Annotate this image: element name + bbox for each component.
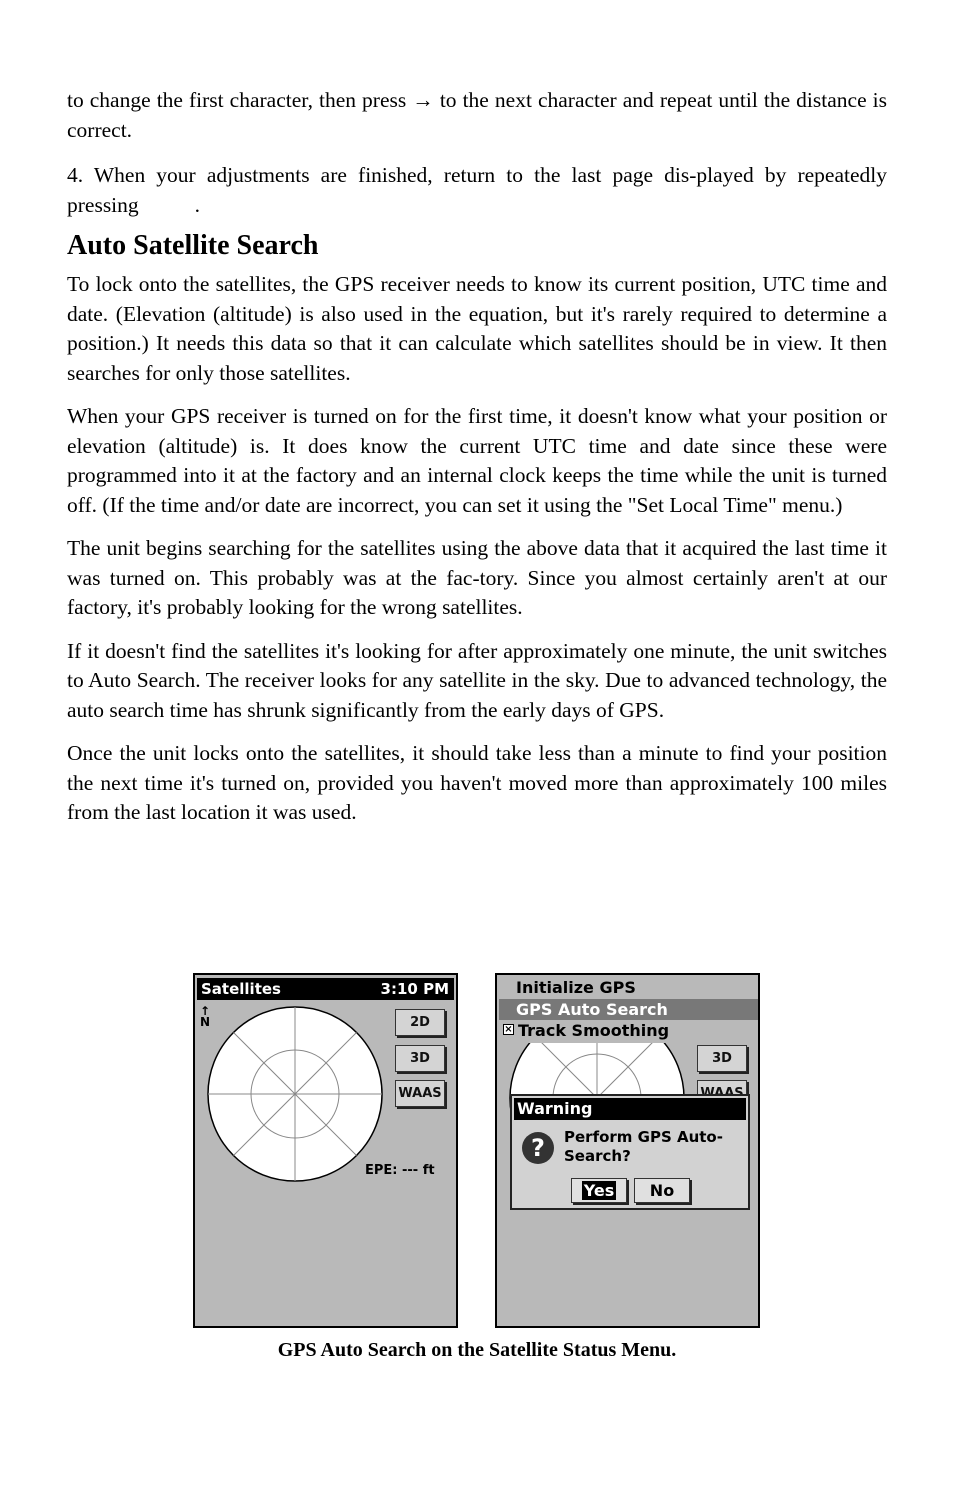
- figure-caption: GPS Auto Search on the Satellite Status Menu.: [277, 1339, 677, 1361]
- dialog-title: Warning: [514, 1098, 746, 1120]
- satellites-title-bar: [197, 978, 454, 1000]
- menu-item-label: GPS Auto Search: [516, 1000, 668, 1019]
- paragraph-2: [67, 161, 887, 220]
- paragraph-4: When your GPS receiver is turned on for the first time, it doesn't know what your position or elevation (altitude) is. It does know the current UTC time and date since these were programmed into it at the factory and an internal clock keeps the time while the unit is turned off. (If the time and/or date are incorrect, you can set it using the "Set Local Time" menu.): [67, 404, 887, 517]
- yes-button-label: Yes: [583, 1181, 615, 1200]
- paragraph-6: If it doesn't find the satellites it's looking for after approximately one minute, the unit switches to Auto Search. The receiver looks for any satellite in the sky. Due to advanced technology, the auto search time has shrunk significantly from the early days of GPS.: [67, 638, 887, 722]
- menu-item-track-smoothing[interactable]: [499, 1020, 760, 1041]
- north-arrow-icon: ↑: [200, 1004, 211, 1018]
- 2d-button[interactable]: 2D: [395, 1009, 445, 1036]
- north-label: N: [200, 1015, 211, 1029]
- yes-button[interactable]: [571, 1178, 627, 1203]
- screen-title: Satellites: [201, 980, 281, 998]
- track-smoothing-checkbox[interactable]: ×: [504, 1024, 513, 1035]
- sky-view-plot: [206, 1005, 384, 1183]
- question-icon: ?: [522, 1132, 554, 1164]
- waas-button[interactable]: WAAS: [395, 1080, 445, 1107]
- menu-item-label: Track Smoothing: [518, 1021, 670, 1040]
- menu-item-gps-auto-search[interactable]: [499, 999, 760, 1020]
- paragraph-7: Once the unit locks onto the satellites, it should take less than a minute to find your position the next time it's turned on, provided you haven't moved more than approximately 100 miles from the last location it was used.: [67, 741, 887, 824]
- 3d-button[interactable]: 3D: [395, 1045, 445, 1072]
- page-body: [67, 86, 887, 828]
- section-heading: Auto Satellite Search: [67, 230, 319, 261]
- warning-dialog: [510, 1094, 750, 1210]
- paragraph-5: The unit begins searching for the satellites using the above data that it acquired the last time it was turned on. This probably was at the fac-tory. Since you almost certainly aren't at our factory, it's probably looking for the wrong satellites.: [67, 536, 887, 619]
- 3d-button[interactable]: 3D: [697, 1045, 747, 1072]
- paragraph-2-text: 4. When your adjustments are finished, return to the last page dis-played by repeatedly pressing: [67, 163, 887, 217]
- paragraph-3: To lock onto the satellites, the GPS receiver needs to know its current position, UTC time and date. (Elevation (altitude) is also used in the equation, but it's rarely required to determine a position.) It needs this data so that it can calculate which satellites should be in view. It then searches for only those satellites.: [67, 272, 887, 385]
- satellites-screen: [193, 973, 458, 1328]
- paragraph-1: to change the first character, then press → to the next character and repeat until the distance is correct.: [67, 88, 887, 142]
- menu-item-label: Initialize GPS: [516, 978, 636, 997]
- menu-item-initialize-gps[interactable]: [499, 977, 760, 998]
- epe-readout: EPE: --- ft: [365, 1163, 435, 1178]
- no-button-label: No: [649, 1181, 675, 1200]
- gps-menu-screen: [495, 973, 760, 1328]
- gps-options-menu: [499, 977, 760, 1043]
- paragraph-2-end: .: [194, 192, 201, 217]
- no-button[interactable]: [634, 1178, 690, 1203]
- dialog-message: Perform GPS Auto-Search?: [564, 1128, 723, 1165]
- clock-time: 3:10 PM: [380, 980, 449, 998]
